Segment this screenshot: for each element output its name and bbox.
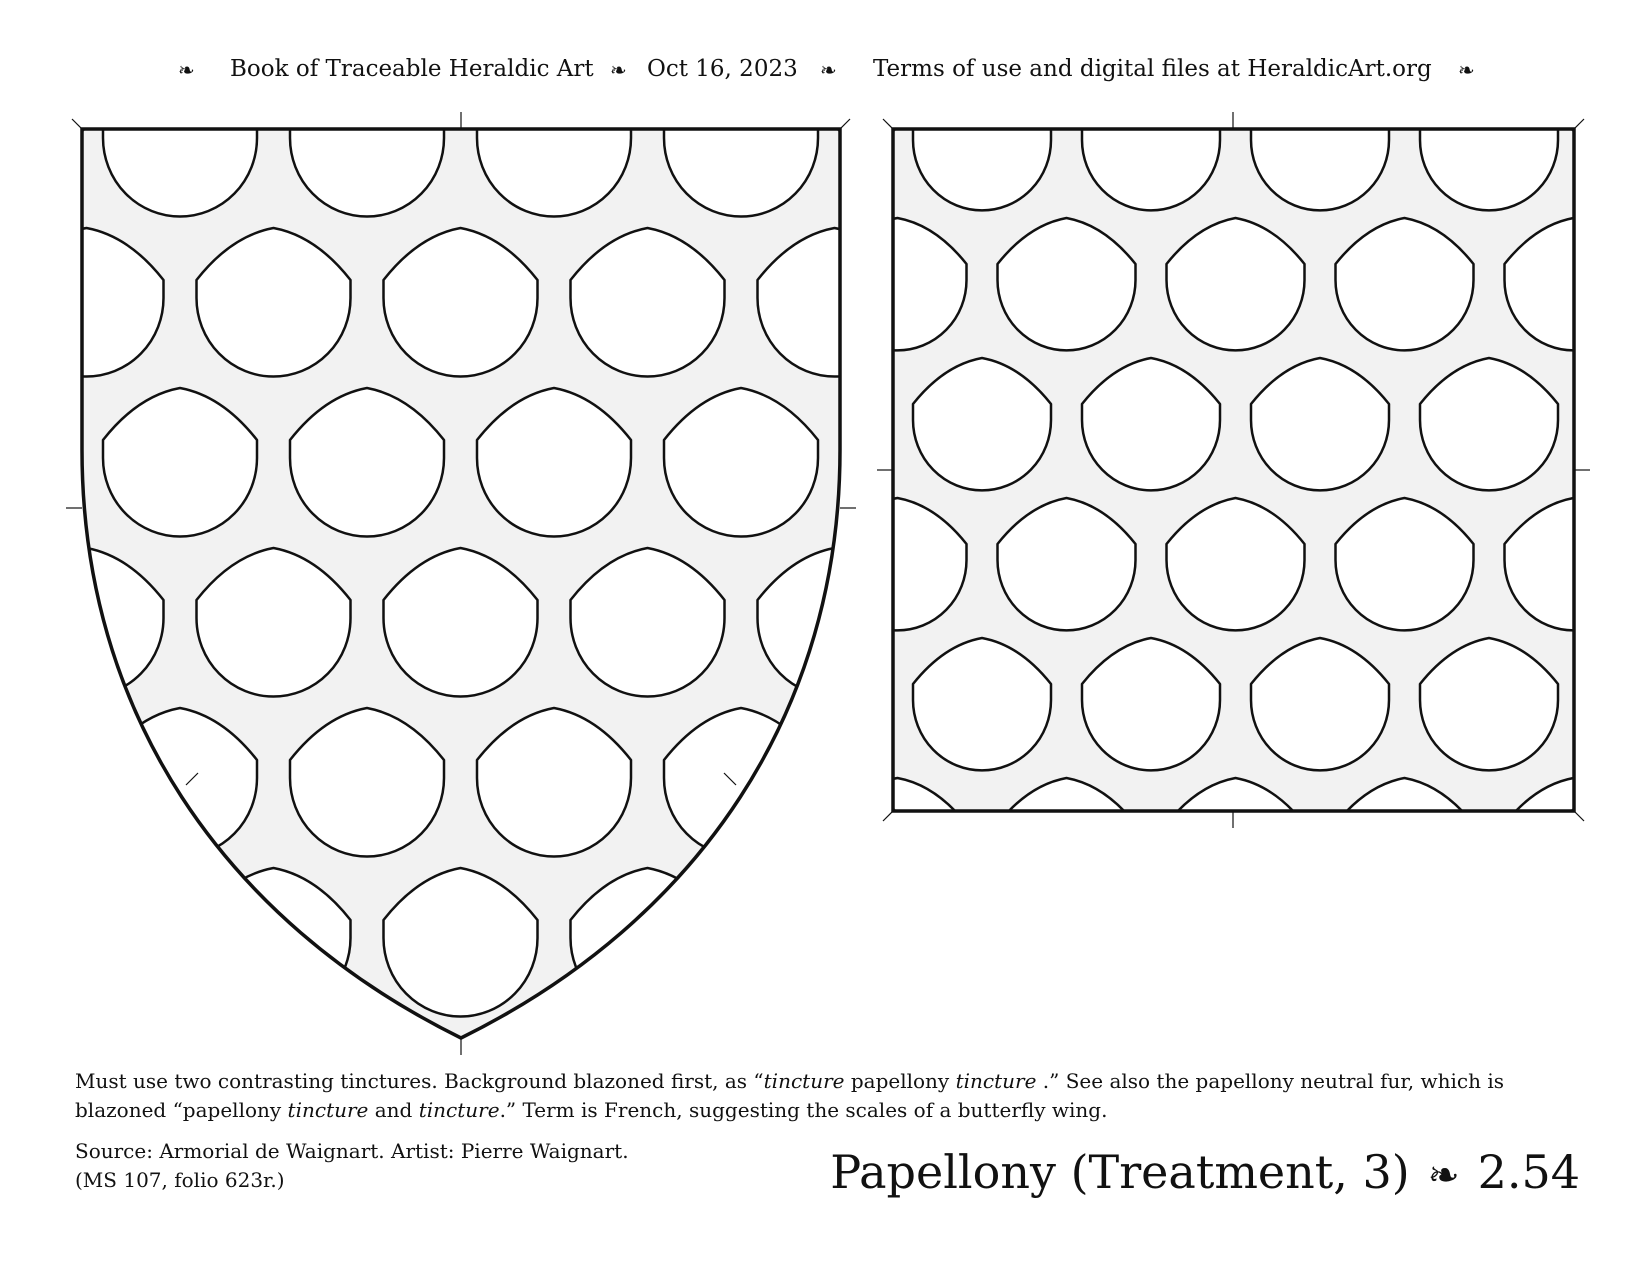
scale [10, 868, 164, 1017]
source-citation [75, 1137, 775, 1195]
scale [0, 1028, 70, 1177]
scale [945, 868, 1099, 1017]
fleuron-icon: ❧ [178, 58, 195, 82]
scale [1589, 638, 1650, 770]
description-line-2 [75, 1096, 1575, 1125]
source-line: Source: Armorial de Waignart. Artist: Pierre Waignart. [75, 1139, 629, 1163]
book-title: Book of Traceable Heraldic Art [230, 56, 594, 82]
description-line-1 [75, 1067, 1575, 1096]
desc-italic: tincture [955, 1069, 1037, 1093]
fleuron-icon: ❧ [610, 58, 627, 82]
plate-number: 2.54 [1477, 1145, 1580, 1199]
scale [913, 78, 1051, 210]
desc-italic: tincture [287, 1098, 369, 1122]
source-folio: (MS 107, folio 623r.) [75, 1168, 285, 1192]
plate-title [830, 1145, 1580, 1199]
terms-of-use: Terms of use and digital files at HeraldicArt.org [873, 56, 1432, 82]
scale [1251, 78, 1389, 210]
scale [477, 68, 631, 217]
scale [1132, 868, 1286, 1017]
scale [1082, 78, 1220, 210]
scale [103, 68, 257, 217]
scale [1589, 358, 1650, 490]
desc-text: Must use two contrasting tinctures. Background blazoned first, as “ [75, 1069, 764, 1093]
desc-text: papellony [844, 1069, 956, 1093]
scale [290, 68, 444, 217]
fleuron-icon: ❧ [1427, 1153, 1460, 1197]
desc-text: and [368, 1098, 419, 1122]
fleuron-icon: ❧ [1458, 58, 1475, 82]
desc-text: blazoned “papellony [75, 1098, 288, 1122]
scale [1420, 78, 1558, 210]
scale [664, 68, 818, 217]
fleuron-icon: ❧ [820, 58, 837, 82]
scale [0, 388, 70, 537]
plate-name: Papellony (Treatment, 3) [830, 1145, 1410, 1199]
scale [1589, 78, 1650, 210]
scale [0, 68, 70, 217]
desc-italic: tincture [418, 1098, 500, 1122]
desc-text: .” See also the papellony neutral fur, which is [1036, 1069, 1505, 1093]
desc-italic: tincture [763, 1069, 845, 1093]
description [75, 1067, 1575, 1125]
scale [758, 868, 912, 1017]
desc-text: .” Term is French, suggesting the scales of a butterfly wing. [499, 1098, 1108, 1122]
header-date: Oct 16, 2023 [647, 56, 798, 82]
scale [0, 708, 70, 857]
